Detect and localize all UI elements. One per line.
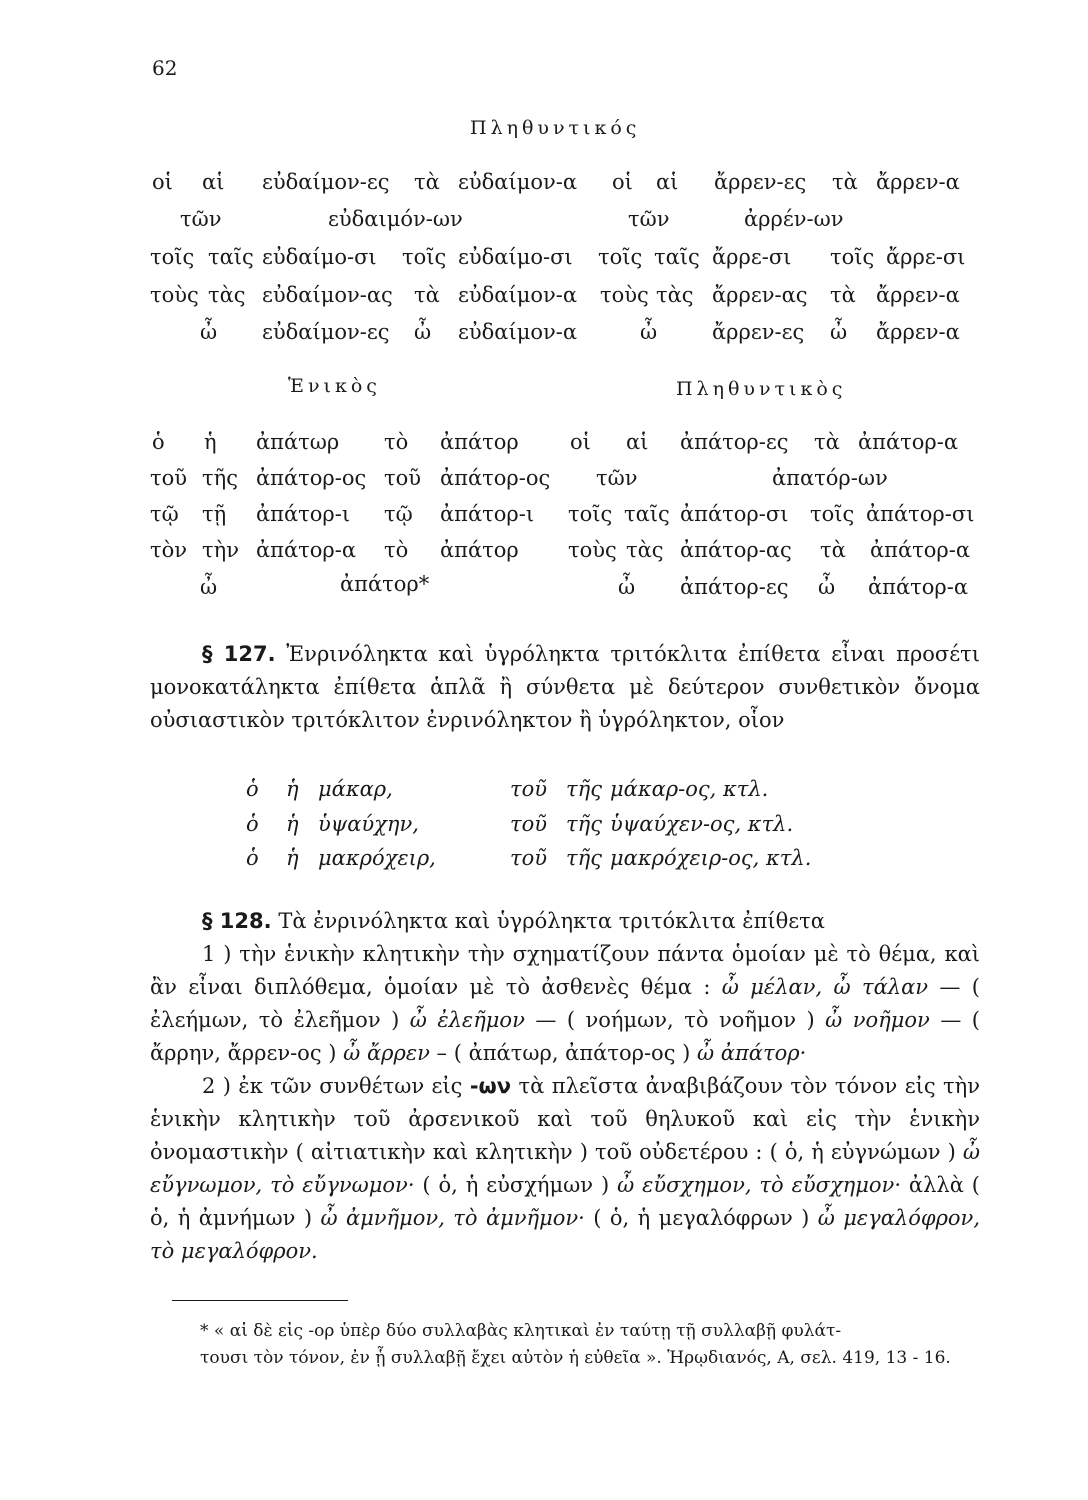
rule-text: τὰ πλεῖστα ἀναβιβάζουν τὸν τόνον εἰς τὴν ἑνικὴν κλητικὴν τοῦ ἀρσενικοῦ καὶ τοῦ θηλυκοῦ καὶ εἰς τὴν ἑνικὴν ὀνομαστικὴν ( αἰτιατικὴν καὶ κλητικὴν ) τοῦ οὐδετέρου : ( ὁ, ἡ εὐγνώμων ) bbox=[150, 1074, 981, 1164]
rule-text: ( ὁ, ἡ εὐσχήμων ) bbox=[414, 1173, 618, 1197]
table-cell: τὰ bbox=[832, 170, 858, 194]
example-word: ὑψαύχεν-ος, κτλ. bbox=[610, 812, 794, 836]
table-cell: ἀρρέν-ων bbox=[744, 207, 844, 231]
table-cell: εὐδαίμο-σι bbox=[262, 245, 377, 269]
example-word: μακρόχειρ-ος, κτλ. bbox=[610, 846, 812, 870]
rule-suffix: -ων bbox=[469, 1074, 512, 1098]
example-article: ὁ bbox=[246, 777, 259, 801]
example-article: τῆς bbox=[566, 777, 602, 801]
table-cell: τὰ bbox=[414, 170, 440, 194]
section-128 bbox=[150, 905, 980, 1268]
table2-heading-singular: Ἑνικὸς bbox=[288, 375, 381, 397]
section-number: § 128. bbox=[202, 909, 272, 933]
footnote-divider bbox=[172, 1300, 348, 1301]
section-text: Ἐνρινόληκτα καὶ ὑγρόληκτα τριτόκλιτα ἐπίθετα εἶναι προσέτι μονοκατάληκτα ἐπίθετα ἁπλᾶ ἢ σύνθετα μὲ δεύτερον συνθετικὸν ὄνομα οὐσιαστικὸν τριτόκλιτον ἐνρινόληκτον ἢ ὑγρόληκτον, οἷον bbox=[150, 642, 980, 732]
table-cell: τοῦ bbox=[384, 466, 422, 490]
rule-text: 2 ) ἐκ τῶν συνθέτων εἰς bbox=[202, 1074, 470, 1098]
table-cell: ἀπάτορ-α bbox=[858, 430, 959, 454]
example-article: ὁ bbox=[246, 846, 259, 870]
table-cell: τὰς bbox=[626, 538, 664, 562]
table-cell: τὰ bbox=[820, 538, 846, 562]
table-cell: τοὺς bbox=[568, 538, 617, 562]
table-cell: τοῖς bbox=[598, 245, 643, 269]
rule-example: ὦ εὔσχημον, τὸ εὔσχημον· bbox=[617, 1173, 901, 1197]
table-cell: αἱ bbox=[626, 430, 649, 454]
example-article: ἡ bbox=[286, 777, 299, 801]
table-cell: τῷ bbox=[150, 502, 179, 526]
table-cell: τῶν bbox=[180, 207, 222, 231]
table-cell: τοῖς bbox=[402, 245, 447, 269]
rule-example: ὦ ἀπάτορ· bbox=[697, 1041, 807, 1065]
table-cell: τὸ bbox=[384, 430, 409, 454]
table-cell: οἱ bbox=[612, 170, 633, 194]
section-127 bbox=[150, 638, 980, 737]
table-cell: ὦ bbox=[818, 575, 836, 599]
example-article: τοῦ bbox=[510, 846, 548, 870]
rule-example: ὦ μέλαν, ὦ τάλαν bbox=[721, 975, 929, 999]
table-cell: ἄρρεν-ες bbox=[712, 320, 805, 344]
table-cell: τοῖς bbox=[810, 502, 855, 526]
footnote-line: τουσι τὸν τόνον, ἐν ᾗ συλλαβῇ ἔχει αὐτὸν ἡ εὐθεῖα ». Ἡρῳδιανός, Α, σελ. 419, 13 - 16. bbox=[200, 1348, 951, 1368]
rule-text: — ( ἐλεήμων, τὸ ἐλεῆμον ) bbox=[150, 975, 980, 1032]
table-cell: ὁ bbox=[152, 430, 165, 454]
rule-example: ὦ εὔγνωμον, τὸ εὔγνωμον· bbox=[150, 1140, 980, 1197]
table-cell: ἀπάτορ-ι bbox=[256, 502, 351, 526]
table-cell: εὐδαίμον-ες bbox=[262, 170, 390, 194]
table-cell: τῇ bbox=[202, 502, 227, 526]
rule-example: ὦ νοῆμον bbox=[825, 1008, 930, 1032]
section-number: § 127. bbox=[202, 642, 276, 666]
table-cell: τῷ bbox=[384, 502, 413, 526]
table-cell: εὐδαίμον-α bbox=[458, 283, 578, 307]
table-cell: ἄρρεν-ας bbox=[712, 283, 808, 307]
table-cell: ἡ bbox=[204, 430, 217, 454]
table-cell: τὰ bbox=[830, 283, 856, 307]
table-cell: τὰς bbox=[656, 283, 694, 307]
example-article: ὁ bbox=[246, 812, 259, 836]
table-cell: ἀπάτορ* bbox=[340, 572, 430, 596]
table-cell: ταῖς bbox=[624, 502, 670, 526]
section-intro: Τὰ ἐνρινόληκτα καὶ ὑγρόληκτα τριτόκλιτα ἐπίθετα bbox=[278, 909, 825, 933]
table-cell: ἄρρεν-ες bbox=[714, 170, 807, 194]
table-cell: ἀπάτορ bbox=[440, 538, 519, 562]
example-article: ἡ bbox=[286, 812, 299, 836]
example-article: τοῦ bbox=[510, 777, 548, 801]
example-word: ὑψαύχην, bbox=[318, 812, 419, 836]
rule-text: — ( νοήμων, τὸ νοῆμον ) bbox=[524, 1008, 826, 1032]
rule-text: ( ὁ, ἡ μεγαλόφρων ) bbox=[584, 1206, 818, 1230]
table-cell: ἄρρε-σι bbox=[712, 245, 792, 269]
table-cell: ταῖς bbox=[208, 245, 254, 269]
table-cell: τὸ bbox=[384, 538, 409, 562]
table-cell: ἀπάτορ-σι bbox=[866, 502, 975, 526]
rule-1 bbox=[150, 938, 980, 1070]
table-cell: τοὺς bbox=[600, 283, 649, 307]
table-cell: ὦ bbox=[200, 575, 218, 599]
table-cell: τῶν bbox=[596, 466, 638, 490]
table-cell: τὴν bbox=[202, 538, 239, 562]
footnote bbox=[200, 1318, 980, 1372]
table1-heading: Πληθυντικός bbox=[470, 117, 641, 139]
table-cell: τὸν bbox=[150, 538, 188, 562]
table2-heading-plural: Πληθυντικὸς bbox=[676, 378, 847, 400]
table-cell: ἀπάτορ-α bbox=[870, 538, 971, 562]
table-cell: εὐδαίμο-σι bbox=[458, 245, 573, 269]
example-article: τῆς bbox=[566, 846, 602, 870]
table-cell: ἀπάτορ-ος bbox=[256, 466, 367, 490]
table-cell: ὦ bbox=[640, 320, 658, 344]
rule-text: – ( ἀπάτωρ, ἀπάτορ-ος ) bbox=[429, 1041, 697, 1065]
table-cell: αἱ bbox=[202, 170, 225, 194]
example-word: μάκαρ, bbox=[318, 777, 393, 801]
table-cell: ἀπάτορ-α bbox=[868, 575, 969, 599]
table-cell: τοῖς bbox=[568, 502, 613, 526]
table-cell: αἱ bbox=[656, 170, 679, 194]
table-cell: ἄρρε-σι bbox=[886, 245, 966, 269]
footnote-line: * « αἱ δὲ εἰς -ορ ὑπὲρ δύο συλλαβὰς κλητικαὶ ἐν ταύτῃ τῇ συλλαβῇ φυλάτ- bbox=[200, 1321, 842, 1341]
table-cell: τὰ bbox=[814, 430, 840, 454]
table-cell: ἀπάτορ-ες bbox=[680, 575, 789, 599]
rule-2 bbox=[150, 1070, 980, 1268]
table-cell: ἀπάτορ-ας bbox=[680, 538, 792, 562]
rule-example: ὦ ἀμνῆμον, τὸ ἀμνῆμον· bbox=[320, 1206, 585, 1230]
table-cell: ὦ bbox=[830, 320, 848, 344]
rule-text: ἀλλὰ ( ὁ, ἡ ἀμνήμων ) bbox=[150, 1173, 980, 1230]
page-number: 62 bbox=[152, 56, 178, 80]
table-cell: τὰς bbox=[208, 283, 246, 307]
table-cell: ἀπάτωρ bbox=[256, 430, 340, 454]
table-cell: ἄρρεν-α bbox=[876, 320, 960, 344]
example-article: τῆς bbox=[566, 812, 602, 836]
table-cell: ἀπατόρ-ων bbox=[772, 466, 888, 490]
table-cell: οἱ bbox=[570, 430, 591, 454]
table-cell: ἀπάτορ-ος bbox=[440, 466, 551, 490]
table-cell: τὰ bbox=[414, 283, 440, 307]
table-cell: ὦ bbox=[618, 575, 636, 599]
table-cell: τοῖς bbox=[830, 245, 875, 269]
table-cell: τῶν bbox=[628, 207, 670, 231]
table-cell: οἱ bbox=[152, 170, 173, 194]
table-cell: τῆς bbox=[202, 466, 238, 490]
table-cell: ἄρρεν-α bbox=[876, 170, 960, 194]
rule-text: 1 ) τὴν ἑνικὴν κλητικὴν τὴν σχηματίζουν πάντα ὁμοίαν μὲ τὸ θέμα, καὶ ἂν εἶναι διπλόθεμα, ὁμοίαν μὲ τὸ ἀσθενὲς θέμα : bbox=[150, 942, 980, 999]
table-cell: εὐδαίμον-ας bbox=[262, 283, 393, 307]
table-cell: ἀπάτορ-ι bbox=[440, 502, 535, 526]
table-cell: εὐδαίμον-α bbox=[458, 320, 578, 344]
example-word: μάκαρ-ος, κτλ. bbox=[610, 777, 769, 801]
table-cell: ταῖς bbox=[654, 245, 700, 269]
table-cell: ὦ bbox=[200, 320, 218, 344]
rule-text: — ( ἄρρην, ἄρρεν-ος ) bbox=[150, 1008, 980, 1065]
table-cell: εὐδαιμόν-ων bbox=[328, 207, 463, 231]
table-cell: ἀπάτορ-σι bbox=[680, 502, 789, 526]
table-cell: ὦ bbox=[414, 320, 432, 344]
table-cell: τοῦ bbox=[150, 466, 188, 490]
table-cell: εὐδαίμον-ες bbox=[262, 320, 390, 344]
table-cell: ἀπάτορ bbox=[440, 430, 519, 454]
table-cell: ἄρρεν-α bbox=[876, 283, 960, 307]
table-cell: εὐδαίμον-α bbox=[458, 170, 578, 194]
rule-example: ὦ ἄρρεν bbox=[343, 1041, 430, 1065]
table-cell: ἀπάτορ-ες bbox=[680, 430, 789, 454]
table-cell: τοὺς bbox=[150, 283, 199, 307]
example-word: μακρόχειρ, bbox=[318, 846, 436, 870]
rule-example: ὦ μεγαλόφρον, τὸ μεγαλόφρον. bbox=[150, 1206, 980, 1263]
example-article: τοῦ bbox=[510, 812, 548, 836]
table-cell: τοῖς bbox=[150, 245, 195, 269]
rule-example: ὦ ἐλεῆμον bbox=[409, 1008, 525, 1032]
table-cell: ἀπάτορ-α bbox=[256, 538, 357, 562]
example-article: ἡ bbox=[286, 846, 299, 870]
